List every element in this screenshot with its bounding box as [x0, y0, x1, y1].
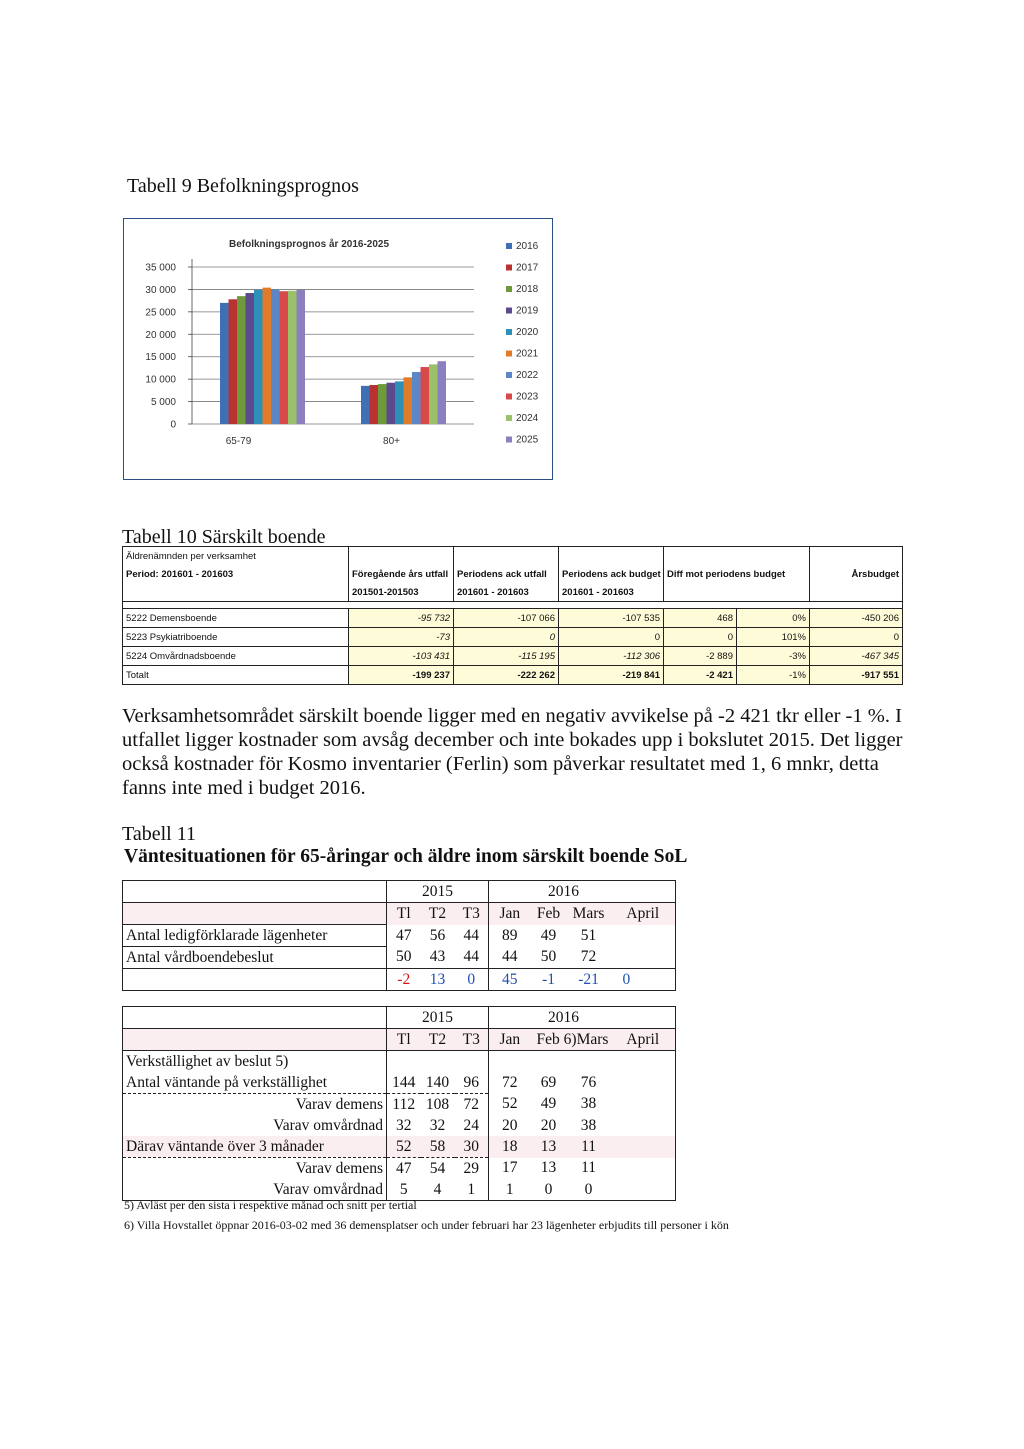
legend-label: 2016 [516, 241, 539, 252]
t10-row: 5222 Demensboende -95 732 -107 066 -107 535 468 0% -450 206 [123, 609, 903, 628]
t12-row: Varav demens 112 108 72 52 49 38 [123, 1094, 676, 1116]
chart-bar [429, 364, 438, 424]
chart-bar [370, 385, 379, 424]
footnote-6: 6) Villa Hovstallet öppnar 2016-03-02 med 36 demensplatser och under februari har 23 lägenheter erbjudits till personer i kön [124, 1218, 729, 1232]
t10-row: 5224 Omvårdnadsboende -103 431 -115 195 -112 306 -2 889 -3% -467 345 [123, 647, 903, 666]
legend-swatch [506, 329, 512, 335]
legend-label: 2018 [516, 284, 539, 295]
t12-row: Varav demens 47 54 29 17 13 11 [123, 1158, 676, 1180]
legend-label: 2023 [516, 391, 539, 403]
legend-swatch [506, 243, 512, 249]
chart-y-tick-label: 35 000 [145, 262, 176, 274]
t10-h-prev-sub: 201501-201503 [349, 583, 454, 602]
chart-y-tick-label: 0 [170, 419, 176, 431]
chart-bar [237, 296, 246, 424]
t10-h-diff: Diff mot periodens budget [664, 565, 810, 583]
legend-label: 2022 [516, 370, 539, 381]
chart-bar [246, 293, 255, 424]
chart-title: Befolkningsprognos år 2016-2025 [228, 239, 390, 250]
footnote-5: 5) Avläst per den sista i respektive månad och snitt per tertial [124, 1198, 417, 1212]
legend-swatch [506, 308, 512, 314]
chart-bar [421, 367, 430, 424]
t11-row: Antal ledigförklarade lägenheter 47 56 44 89 49 51 [123, 925, 676, 947]
chart-bar [263, 288, 272, 424]
chart-bar [395, 381, 404, 424]
chart-bar [412, 372, 421, 424]
population-forecast-chart [123, 218, 553, 480]
chart-y-tick-label: 25 000 [145, 307, 176, 319]
legend-swatch [506, 415, 512, 421]
table11: 2015 2016 Tl T2 T3 Jan Feb Mars April Antal ledigförklarade lägenheter 47 56 44 89 49 51 Antal vårdboendebeslut 50 43 44 44 50 72 -2 13 0 45 -1 -21 0 [122, 880, 676, 991]
legend-label: 2024 [516, 413, 539, 424]
legend-swatch [506, 437, 512, 443]
t12-row: Varav omvårdnad 5 4 1 1 0 0 [123, 1179, 676, 1201]
chart-x-tick-label: 65-79 [225, 436, 252, 447]
chart-bar [361, 386, 370, 424]
legend-swatch [506, 372, 512, 378]
legend-swatch [506, 394, 512, 400]
chart-svg [124, 219, 552, 479]
t11-diff-row: -2 13 0 45 -1 -21 0 [123, 969, 676, 991]
table10-caption: Tabell 10 Särskilt boende [122, 526, 326, 548]
t10-h-budget-sub: 201601 - 201603 [559, 583, 664, 602]
t12-row: Varav omvårdnad 32 32 24 20 20 38 [123, 1115, 676, 1136]
t10-h-year: Årsbudget [810, 565, 903, 583]
t12-row: Därav väntande över 3 månader 52 58 30 18 13 11 [123, 1136, 676, 1158]
chart-bar [288, 291, 297, 424]
t12-section: Verkställighet av beslut 5) [123, 1051, 387, 1073]
chart-bar [220, 303, 229, 424]
chart-x-tick-label: 80+ [383, 436, 400, 447]
t10-h-acc-sub: 201601 - 201603 [454, 583, 559, 602]
t10-period: Period: 201601 - 201603 [123, 565, 349, 583]
table10 [122, 546, 903, 685]
legend-label: 2021 [516, 348, 539, 360]
chart-y-tick-label: 15 000 [145, 352, 176, 364]
t11-row: Antal vårdboendebeslut 50 43 44 44 50 72 [123, 947, 676, 969]
chart-bar [438, 361, 447, 424]
legend-label: 2017 [516, 262, 539, 274]
t10-h-budget: Periodens ack budget [559, 565, 664, 583]
table12: 2015 2016 Tl T2 T3 Jan Feb 6)Mars April Verkställighet av beslut 5) Antal väntande på verkställighet 144 140 96 72 69 76 Varav demens 112 108 72 52 49 38 Varav omvårdnad 32 32 24 20 20 38 Därav väntande över 3 månader 52 58 30 18 13 11 Varav demens 47 54 29 17 13 11 Varav omvårdnad 5 4 1 1 0 0 [122, 1006, 676, 1201]
t10-total-row: Totalt -199 237 -222 262 -219 841 -2 421 -1% -917 551 [123, 666, 903, 685]
chart-y-tick-label: 30 000 [145, 284, 176, 296]
body-paragraph: Verksamhetsområdet särskilt boende ligger med en negativ avvikelse på -2 421 tkr eller -1 %. I utfallet ligger kostnader som avsåg december och inte bokades upp i bokslutet 2015. Det ligger också kostnader för Kosmo inventarier (Ferlin) som påverkar resultatet med 1, 6 mnkr, detta fanns inte med i budget 2016. [122, 705, 903, 799]
chart-bar [271, 289, 280, 424]
t12-row: Antal väntande på verkställighet 144 140 96 72 69 76 [123, 1072, 676, 1094]
legend-label: 2020 [516, 327, 539, 338]
chart-bar [254, 290, 263, 424]
legend-swatch [506, 351, 512, 357]
legend-label: 2025 [516, 434, 539, 446]
table11-caption: Tabell 11 [122, 823, 196, 845]
chart-bar [378, 384, 387, 424]
t10-org: Äldrenämnden per verksamhet [123, 547, 349, 566]
chart-y-tick-label: 20 000 [145, 329, 176, 341]
chart-bar [387, 383, 396, 424]
chart-y-tick-label: 5 000 [150, 397, 176, 409]
table11-heading: Väntesituationen för 65-åringar och äldre inom särskilt boende SoL [124, 846, 688, 867]
chart-bar [404, 377, 413, 424]
legend-label: 2019 [516, 305, 539, 317]
table9-caption: Tabell 9 Befolkningsprognos [127, 175, 359, 197]
t10-row: 5223 Psykiatriboende -73 0 0 0 101% 0 [123, 628, 903, 647]
chart-bar [280, 291, 289, 424]
t10-h-prev: Föregående års utfall [349, 565, 454, 583]
legend-swatch [506, 286, 512, 292]
legend-swatch [506, 265, 512, 271]
t10-h-acc: Periodens ack utfall [454, 565, 559, 583]
chart-bar [229, 299, 238, 424]
chart-bar [297, 290, 306, 424]
chart-y-tick-label: 10 000 [145, 374, 176, 386]
